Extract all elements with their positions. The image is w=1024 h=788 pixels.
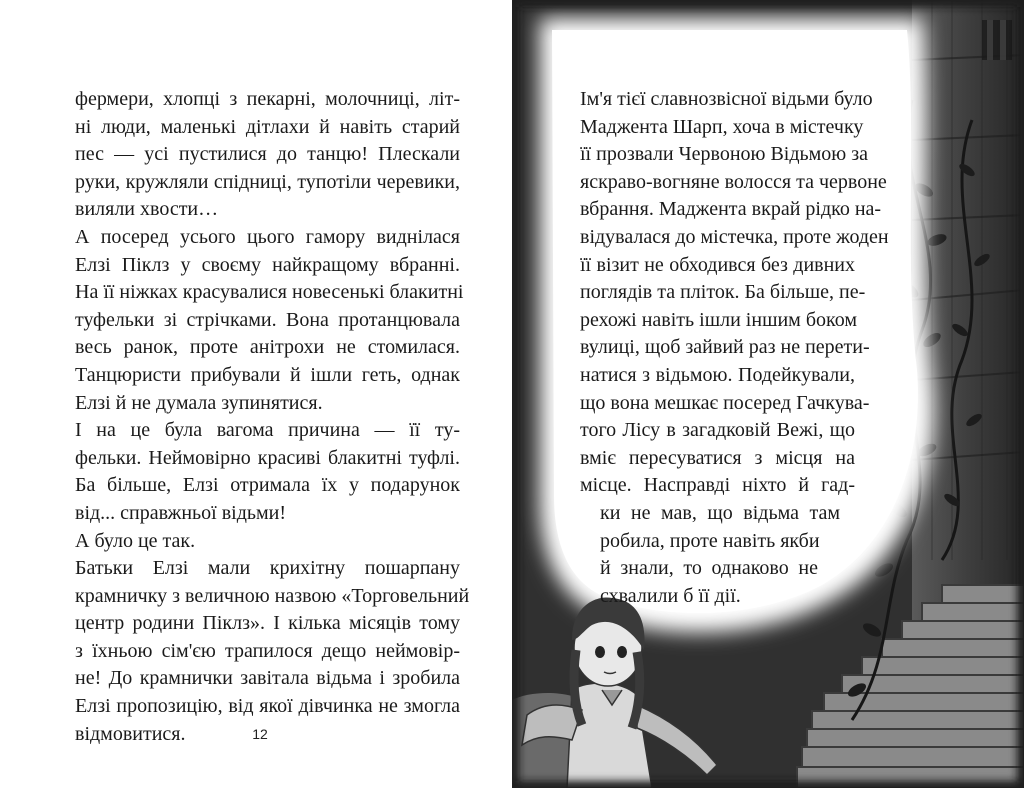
text-line: крамничку з величною назвою «Торговельний <box>75 584 470 607</box>
text-line: вулиці, щоб зайвий раз не перети- <box>580 336 870 359</box>
text-line: відувалася до містечка, проте жоден <box>580 225 889 248</box>
text-line: І на це була вагома причина — її ту- <box>75 419 460 442</box>
text-line: від... справжньої відьми! <box>75 501 287 524</box>
text-line: Елзі Піклз у своєму найкращому вбранні. <box>75 253 460 276</box>
text-line: натися з відьмою. Подейкували, <box>580 363 855 386</box>
text-line: Батьки Елзі мали крихітну пошарпану <box>75 557 460 580</box>
text-line: робила, проте навіть якби <box>600 529 820 552</box>
text-line: її прозвали Червоною Відьмою за <box>580 143 869 166</box>
text-line: поглядів та пліток. Ба більше, пе- <box>580 281 866 304</box>
text-line: вбрання. Маджента вкрай рідко на- <box>580 198 882 221</box>
text-line: що вона мешкає посеред Гачкува- <box>580 391 870 414</box>
text-line: з їхньою сім'єю трапилося дещо неймовір- <box>75 639 460 662</box>
page-number: 12 <box>252 726 268 742</box>
text-line: того Лісу в загадковій Вежі, що <box>580 419 855 442</box>
text-line: руки, кружляли спідниці, тупотіли черевики, <box>75 170 460 193</box>
text-line: відмовитися. <box>75 722 186 745</box>
text-line: рехожі навіть ішли іншим боком <box>580 308 857 331</box>
text-line: й знали, то однаково не <box>600 557 818 580</box>
text-line: Танцюристи прибували й ішли геть, однак <box>75 363 460 386</box>
text-line: А посеред усього цього гамору виднілася <box>75 225 460 248</box>
text-line: фельки. Неймовірно красиві блакитні туфлі. <box>75 446 460 469</box>
text-line: фермери, хлопці з пекарні, молочниці, літ- <box>75 88 460 110</box>
text-line: вміє пересуватися з місця на <box>580 446 855 469</box>
text-line: місце. Насправді ніхто й гад- <box>580 474 855 497</box>
text-line: туфельки зі стрічками. Вона протанцювала <box>75 308 460 331</box>
text-line: А було це так. <box>75 529 196 552</box>
text-line: не! До крамнички завітала відьма і зробила <box>75 667 460 690</box>
left-page-text <box>75 86 470 748</box>
text-line: ки не мав, що відьма там <box>600 501 840 524</box>
text-line: ні люди, маленькі дітлахи й навіть старий <box>75 115 460 138</box>
text-line: пес — усі пустилися до танцю! Плескали <box>75 143 460 166</box>
text-line: Ба більше, Елзі отримала їх у подарунок <box>75 474 460 497</box>
text-line: На її ніжках красувалися новесенькі блакитні <box>75 281 464 304</box>
right-page-illustration <box>512 0 1024 788</box>
text-line: Елзі пропозицію, від якої дівчинка не змогла <box>75 695 460 718</box>
text-line: її візит не обходився без дивних <box>580 253 855 276</box>
text-line: Ім'я тієї славнозвісної відьми було <box>580 88 873 110</box>
text-line: яскраво-вогняне волосся та червоне <box>580 170 887 193</box>
text-line: Елзі й не думала зупинятися. <box>75 391 323 414</box>
right-page-text <box>580 86 889 610</box>
text-line: весь ранок, проте анітрохи не стомилася. <box>75 336 460 359</box>
text-line: схвалили б її дії. <box>600 584 741 607</box>
text-line: центр родини Піклз». І кілька місяців тому <box>75 612 460 635</box>
text-line: Маджента Шарп, хоча в містечку <box>580 115 864 138</box>
text-line: виляли хвости… <box>75 198 219 221</box>
